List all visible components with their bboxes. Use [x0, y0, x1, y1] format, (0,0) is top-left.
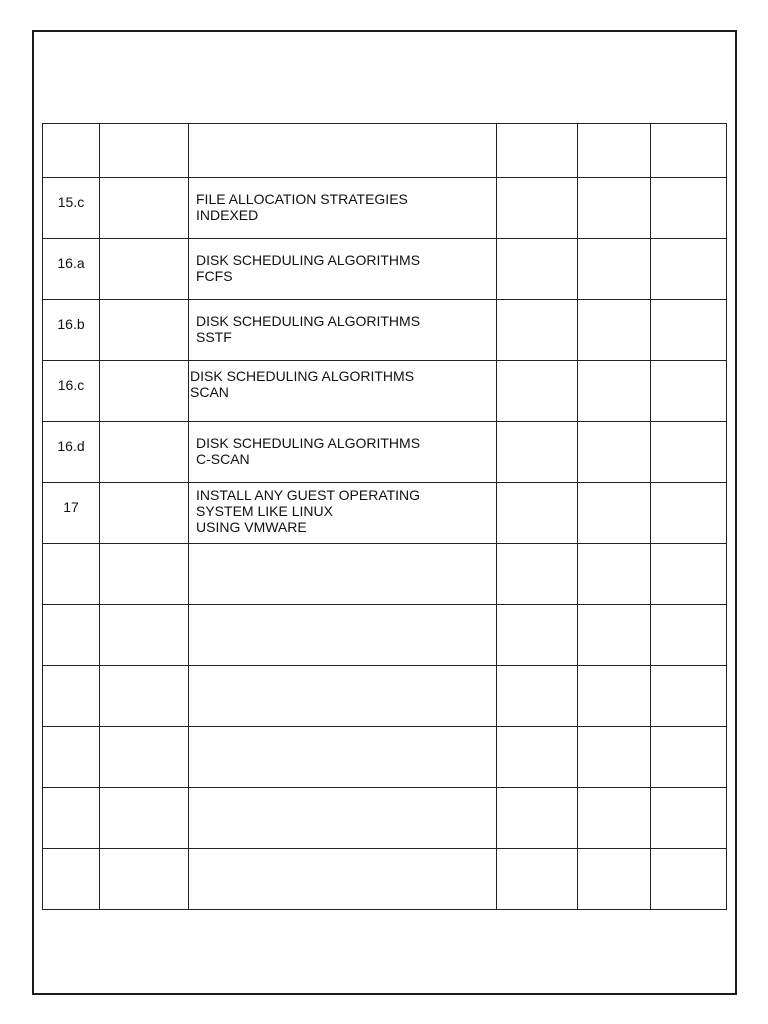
- experiment-name-line: DISK SCHEDULING ALGORITHMS: [196, 435, 421, 451]
- experiment-number: 15.c: [43, 178, 100, 239]
- experiment-name: [189, 239, 497, 300]
- empty-cell: [578, 727, 651, 788]
- empty-cell: [578, 788, 651, 849]
- table-row: [43, 483, 727, 544]
- date-cell: [100, 361, 189, 422]
- sign-cell: [651, 422, 727, 483]
- header-cell-name: [189, 124, 497, 178]
- table-row: [43, 300, 727, 361]
- experiment-number: 16.d: [43, 422, 100, 483]
- experiment-name-line: DISK SCHEDULING ALGORITHMS: [190, 368, 415, 384]
- sign-cell: [651, 483, 727, 544]
- empty-table-row: [43, 544, 727, 605]
- empty-cell: [100, 727, 189, 788]
- empty-cell: [497, 544, 578, 605]
- experiment-name: [189, 483, 497, 544]
- empty-cell: [43, 544, 100, 605]
- empty-cell: [578, 849, 651, 910]
- header-cell-no: [43, 124, 100, 178]
- experiment-name-line: DISK SCHEDULING ALGORITHMS: [196, 313, 421, 329]
- empty-cell: [189, 605, 497, 666]
- experiment-name-line: SSTF: [196, 329, 232, 345]
- empty-table-row: [43, 666, 727, 727]
- experiment-name-line: FILE ALLOCATION STRATEGIES: [196, 191, 408, 207]
- empty-cell: [578, 544, 651, 605]
- date-cell: [100, 422, 189, 483]
- experiment-number: 16.b: [43, 300, 100, 361]
- empty-table-row: [43, 849, 727, 910]
- experiment-index-table: [42, 123, 727, 910]
- empty-cell: [43, 727, 100, 788]
- experiment-name-line: FCFS: [196, 268, 233, 284]
- sign-cell: [651, 300, 727, 361]
- header-cell-page: [497, 124, 578, 178]
- marks-cell: [578, 239, 651, 300]
- empty-cell: [651, 849, 727, 910]
- empty-cell: [100, 788, 189, 849]
- marks-cell: [578, 361, 651, 422]
- sign-cell: [651, 178, 727, 239]
- experiment-number: 16.a: [43, 239, 100, 300]
- experiment-name: [189, 361, 497, 422]
- empty-cell: [100, 849, 189, 910]
- empty-cell: [497, 666, 578, 727]
- header-cell-marks: [578, 124, 651, 178]
- sign-cell: [651, 239, 727, 300]
- empty-cell: [497, 849, 578, 910]
- empty-cell: [189, 544, 497, 605]
- marks-cell: [578, 178, 651, 239]
- page-cell: [497, 361, 578, 422]
- table-header-row: [43, 124, 727, 178]
- empty-cell: [43, 666, 100, 727]
- empty-cell: [100, 666, 189, 727]
- date-cell: [100, 239, 189, 300]
- experiment-name-line: USING VMWARE: [196, 519, 307, 535]
- empty-cell: [497, 605, 578, 666]
- table-row: [43, 361, 727, 422]
- empty-cell: [189, 666, 497, 727]
- page-cell: [497, 483, 578, 544]
- empty-cell: [43, 788, 100, 849]
- page-cell: [497, 239, 578, 300]
- date-cell: [100, 483, 189, 544]
- empty-cell: [497, 727, 578, 788]
- empty-table-row: [43, 727, 727, 788]
- table-row: [43, 239, 727, 300]
- experiment-name-line: INDEXED: [196, 207, 259, 223]
- experiment-name-line: C-SCAN: [196, 451, 250, 467]
- experiment-name: [189, 178, 497, 239]
- marks-cell: [578, 483, 651, 544]
- experiment-name: [189, 300, 497, 361]
- date-cell: [100, 178, 189, 239]
- experiment-number: 16.c: [43, 361, 100, 422]
- experiment-name-line: INSTALL ANY GUEST OPERATING: [196, 487, 421, 503]
- empty-table-row: [43, 605, 727, 666]
- empty-cell: [578, 605, 651, 666]
- empty-cell: [651, 788, 727, 849]
- header-cell-date: [100, 124, 189, 178]
- empty-cell: [189, 788, 497, 849]
- marks-cell: [578, 300, 651, 361]
- marks-cell: [578, 422, 651, 483]
- sign-cell: [651, 361, 727, 422]
- empty-cell: [497, 788, 578, 849]
- empty-cell: [189, 727, 497, 788]
- empty-cell: [43, 849, 100, 910]
- experiment-name-line: DISK SCHEDULING ALGORITHMS: [196, 252, 421, 268]
- page-cell: [497, 300, 578, 361]
- experiment-name: [189, 422, 497, 483]
- empty-cell: [578, 666, 651, 727]
- experiment-number: 17: [43, 483, 100, 544]
- empty-cell: [651, 544, 727, 605]
- empty-table-row: [43, 788, 727, 849]
- experiment-name-line: SCAN: [190, 384, 229, 400]
- empty-cell: [651, 727, 727, 788]
- page-cell: [497, 422, 578, 483]
- empty-cell: [651, 666, 727, 727]
- header-cell-sign: [651, 124, 727, 178]
- empty-cell: [43, 605, 100, 666]
- empty-cell: [651, 605, 727, 666]
- experiment-name-line: SYSTEM LIKE LINUX: [196, 503, 333, 519]
- date-cell: [100, 300, 189, 361]
- table-row: [43, 422, 727, 483]
- table-row: [43, 178, 727, 239]
- page-cell: [497, 178, 578, 239]
- empty-cell: [189, 849, 497, 910]
- empty-cell: [100, 544, 189, 605]
- empty-cell: [100, 605, 189, 666]
